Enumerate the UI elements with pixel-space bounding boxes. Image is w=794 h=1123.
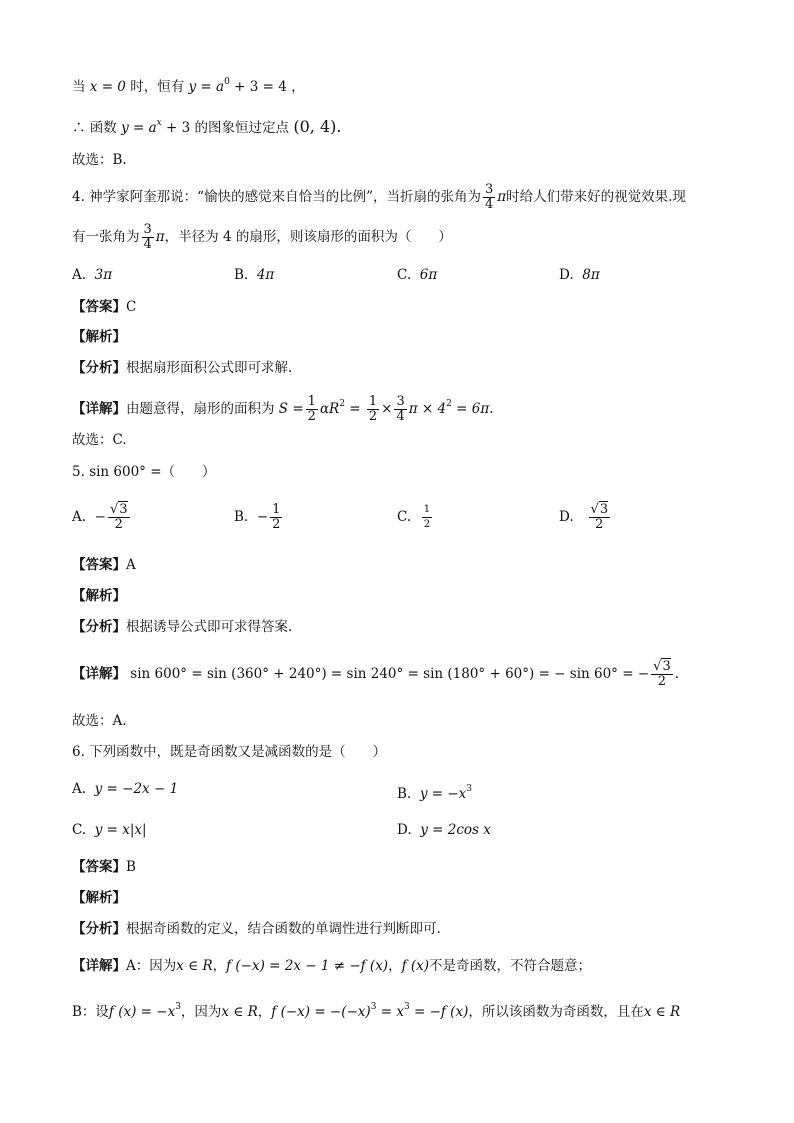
exponent: x (156, 118, 162, 128)
math: π (155, 229, 165, 245)
choice-line: 故选：B. (72, 152, 127, 168)
answer-line: 【答案】B (72, 859, 136, 875)
question-5-stem: 5. sin 600° =（ ） (72, 464, 216, 480)
math: π (497, 189, 507, 205)
exponent: 0 (224, 77, 230, 87)
option-c: C. y = x|x| (72, 822, 147, 838)
option-c: C. $\frac{1}{2}$ (397, 504, 431, 530)
fraction: $\frac{3}{4}$ (143, 222, 152, 252)
choice-line: 故选：A. (72, 713, 127, 729)
text: 有一张角为 (72, 229, 140, 245)
option-d: D. y = 2cos x (397, 822, 491, 838)
text: ，半径为 4 的扇形，则该扇形的面积为（ ） (164, 229, 452, 245)
solution-line (72, 113, 714, 138)
question-5-options (72, 495, 714, 539)
option-a: A. y = −2x − 1 (72, 781, 179, 797)
answer-line: 【答案】C (72, 299, 137, 315)
detail-line: B：设f $(x) = -x^3$，因为x ∈ R，f $(-x) = -(-x)^3 = x^3 = -f$ (x)，所以该函数为奇函数，且在x ∈ R (72, 1002, 681, 1020)
option-b: B. $y = -x^3$ (397, 784, 472, 802)
math: y = a (188, 79, 225, 95)
text: ∴ 函数 (72, 120, 117, 136)
detail-line: 【详解】 sin 600° = sin (360° + 240°) = sin 240° = sin (180° + 60°) = − sin 60° = − $\frac{√3}{2}$ . (72, 659, 680, 689)
analysis-line: 【分析】根据扇形面积公式即可求解. (72, 360, 293, 376)
question-6-stem: 6. 下列函数中，既是奇函数又是减函数的是（ ） (72, 744, 387, 760)
choice-line: 故选：C. (72, 432, 127, 448)
text: ， (291, 79, 305, 95)
option-b: B. − $\frac{1}{2}$ (234, 502, 281, 532)
math: x = 0 (89, 79, 126, 95)
text: 时，恒有 (130, 79, 185, 95)
text: 4. 神学家阿奎那说：“愉快的感觉来自恰当的比例”，当折扇的张角为 (72, 189, 481, 205)
option-d: D. $\frac{√3}{2}$ (559, 502, 609, 532)
fraction: $\frac{3}{4}$ (484, 182, 494, 212)
detail-line: 【详解】A：因为x ∈ R，f (−x) = 2x − 1 ≠ −f (x)，f (x)不是奇函数，不符合题意； (72, 958, 592, 974)
question-4-stem (72, 180, 714, 214)
analysis-line: 【分析】根据诱导公式即可求得答案. (72, 619, 293, 635)
detail-line: 【详解】由题意得，扇形的面积为 S = $\frac{1}{2}$ $\alpha R^2$ = $\frac{1}{2}$ × $\frac{3}{4}$ $\pi \times 4^2 = 6\pi$. (72, 394, 494, 424)
solution-line (72, 72, 714, 97)
text: 当 (72, 79, 86, 95)
option-a: A. 3π (72, 267, 113, 283)
text: 的图象恒过定点 (194, 120, 290, 136)
option-d: D. 8π (559, 267, 600, 283)
math: + 3 = 4 (234, 79, 287, 95)
analysis-label: 【解析】 (72, 329, 126, 345)
text: 时给人们带来好的视觉效果.现 (506, 189, 686, 205)
question-4-stem-2 (72, 220, 714, 254)
option-a: A. − $\frac{√3}{2}$ (72, 502, 128, 532)
analysis-line: 【分析】根据奇函数的定义，结合函数的单调性进行判断即可. (72, 921, 441, 937)
analysis-label: 【解析】 (72, 588, 126, 604)
option-c: C. 6π (397, 267, 438, 283)
answer-line: 【答案】A (72, 557, 136, 573)
math: (0, 4). (293, 117, 342, 136)
math: + 3 (166, 120, 191, 136)
math: y = a (121, 120, 157, 136)
option-b: B. 4π (234, 267, 275, 283)
analysis-label: 【解析】 (72, 890, 126, 906)
